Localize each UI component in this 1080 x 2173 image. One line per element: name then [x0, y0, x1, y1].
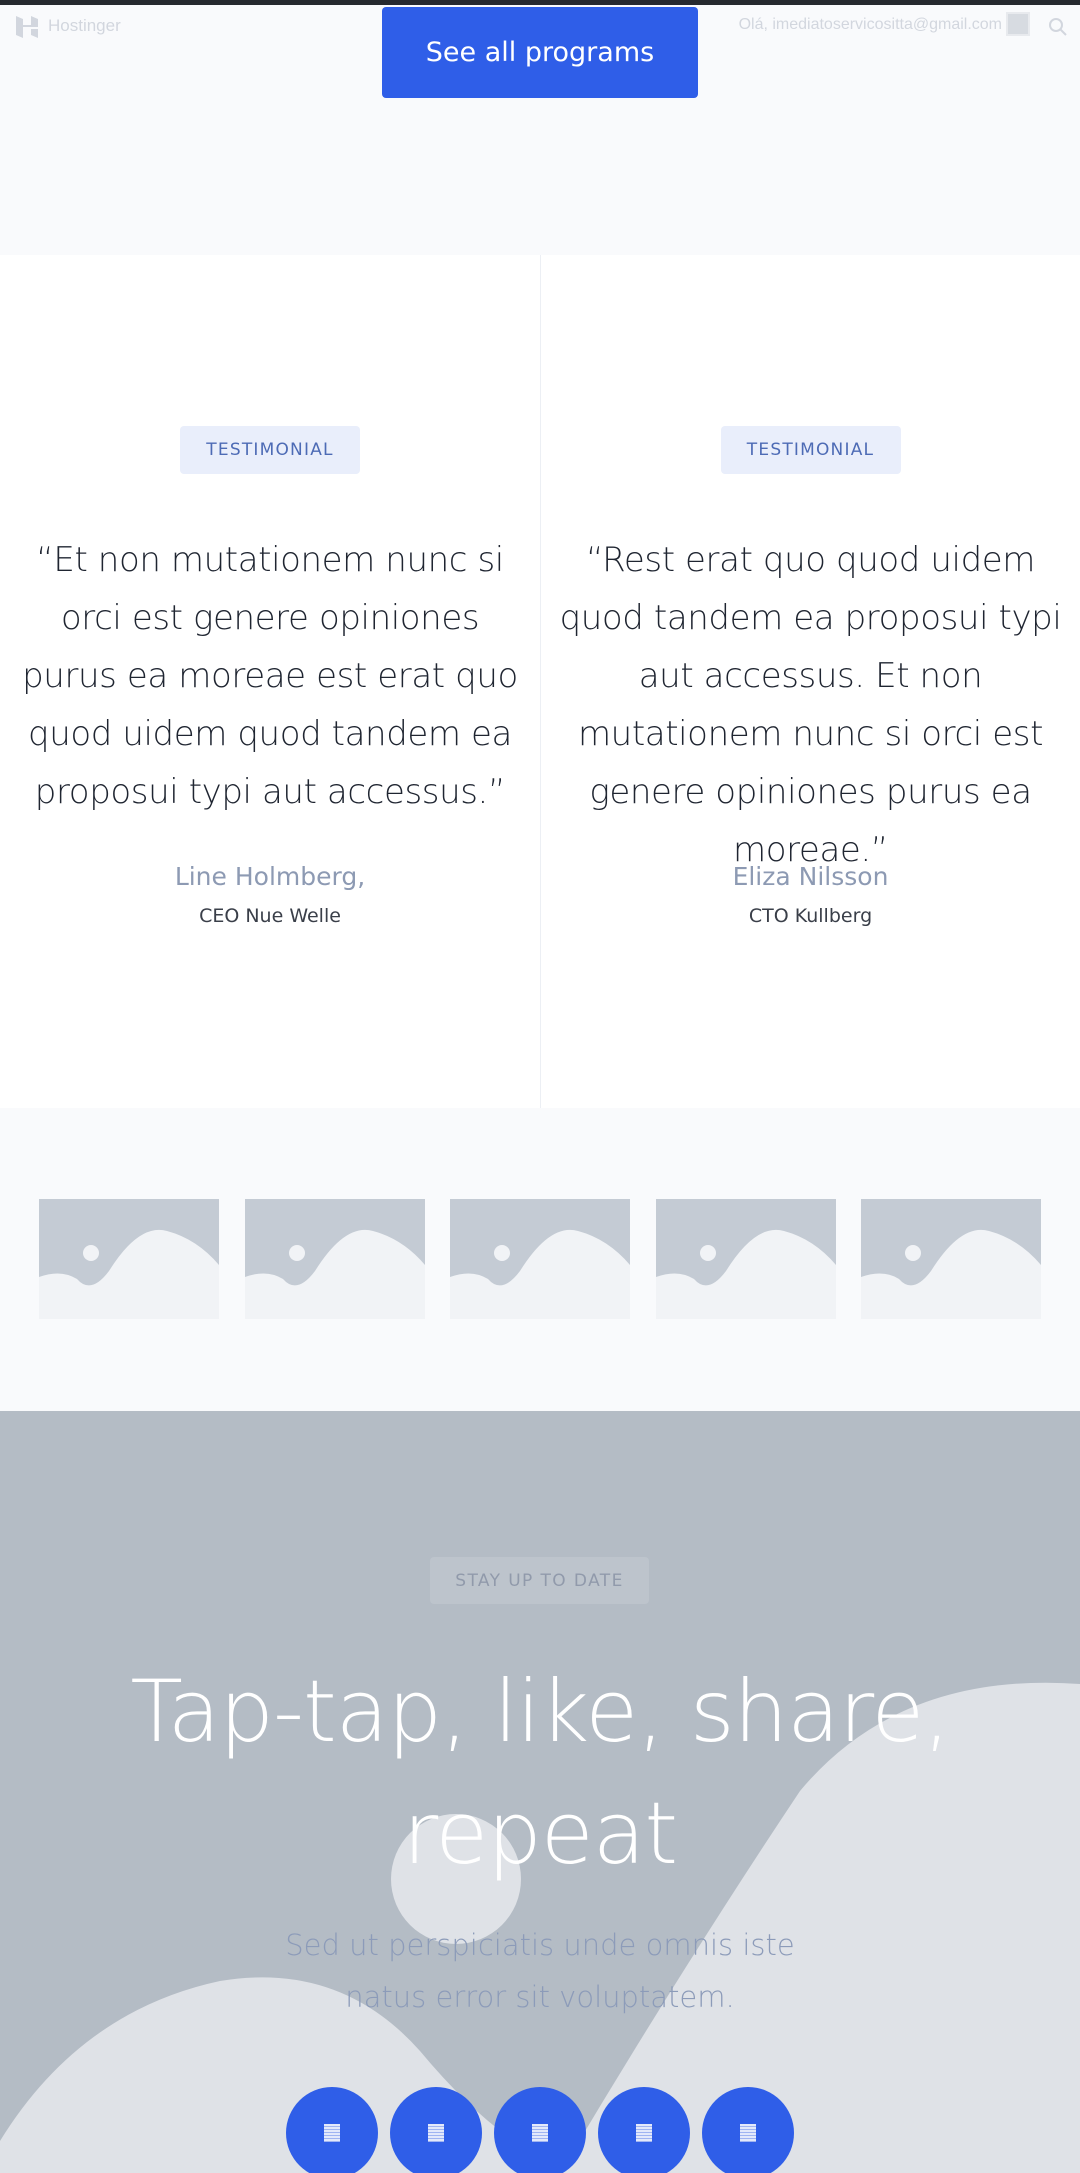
testimonial-author: Eliza Nilsson	[732, 862, 889, 891]
see-all-programs-button[interactable]: See all programs	[382, 7, 698, 98]
image-placeholder-icon	[245, 1199, 425, 1319]
social-glyph-icon	[532, 2124, 548, 2142]
image-placeholder-icon	[450, 1199, 630, 1319]
social-glyph-icon	[428, 2124, 444, 2142]
testimonial-badge: TESTIMONIAL	[180, 426, 360, 474]
brand-name: Hostinger	[48, 16, 121, 35]
testimonial-author: Line Holmberg,	[174, 862, 366, 891]
social-glyph-icon	[740, 2124, 756, 2142]
social-icon-1[interactable]	[286, 2087, 378, 2173]
testimonial-quote: “Rest erat quo quod uidem quod tandem ea proposui typi aut accessus. Et non mutationem nunc si orci est genere opiniones purus ea moreae.”	[559, 540, 1062, 870]
logos-section	[0, 1108, 1080, 1411]
hostinger-logo-icon[interactable]	[14, 14, 40, 40]
stay-badge: STAY UP TO DATE	[430, 1557, 649, 1604]
social-icon-3[interactable]	[494, 2087, 586, 2173]
stay-subtitle: Sed ut perspiciatis unde omnis iste natus error sit voluptatem.	[285, 1928, 795, 2014]
social-glyph-icon	[636, 2124, 652, 2142]
image-placeholder-icon	[656, 1199, 836, 1319]
user-email: Olá, imediatoservicositta@gmail.com	[738, 16, 1002, 33]
testimonial-card	[0, 255, 540, 1108]
stay-up-to-date-section	[0, 1411, 1080, 2173]
testimonial-card	[540, 255, 1080, 1108]
testimonial-role: CTO Kullberg	[748, 905, 873, 927]
testimonial-role: CEO Nue Welle	[199, 905, 341, 927]
testimonials-section	[0, 255, 1080, 1108]
stay-title: Tap-tap, like, share, repeat	[130, 1662, 950, 1884]
search-icon[interactable]	[1048, 17, 1068, 37]
social-icon-5[interactable]	[702, 2087, 794, 2173]
top-border	[0, 0, 1080, 5]
social-icon-2[interactable]	[390, 2087, 482, 2173]
testimonial-badge: TESTIMONIAL	[721, 426, 901, 474]
social-glyph-icon	[324, 2124, 340, 2142]
image-placeholder-icon	[861, 1199, 1041, 1319]
social-icon-4[interactable]	[598, 2087, 690, 2173]
testimonial-quote: “Et non mutationem nunc si orci est genere opiniones purus ea moreae est erat quo quod uidem quod tandem ea proposui typi aut accessus.”	[22, 540, 518, 812]
avatar-icon[interactable]	[1006, 12, 1030, 36]
social-links	[0, 2087, 1080, 2173]
image-placeholder-icon	[39, 1199, 219, 1319]
